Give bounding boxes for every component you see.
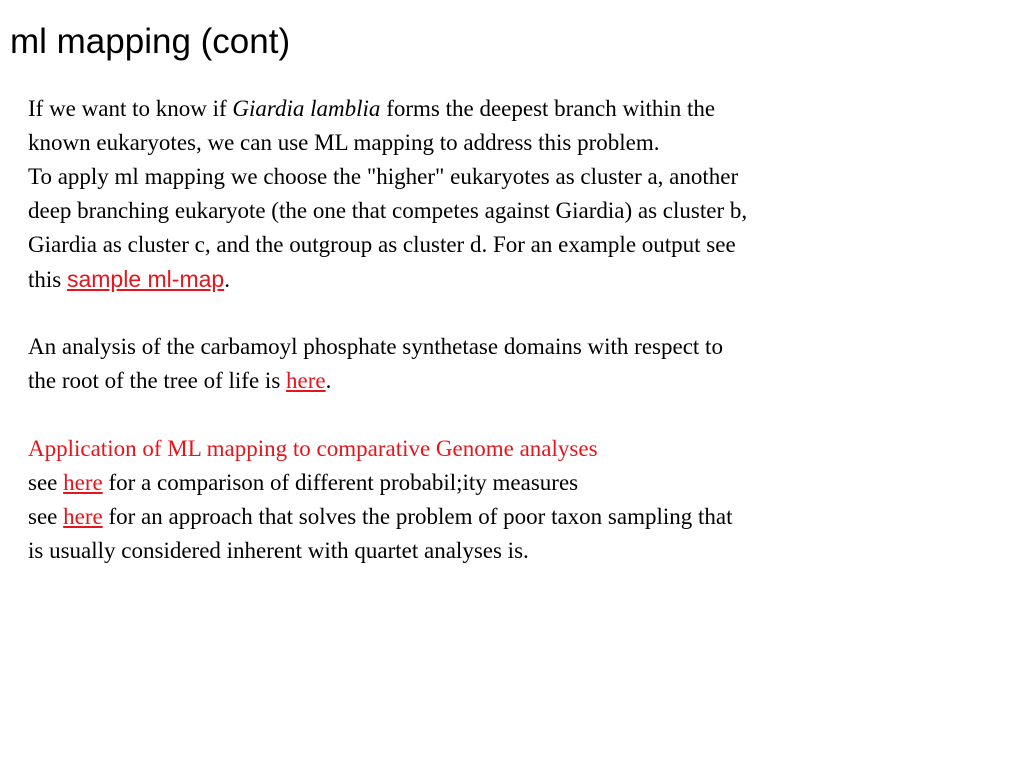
paragraph-1-line-1 [28,92,988,126]
paragraph-3-line-2 [28,500,988,534]
paragraph-3-line-1 [28,466,988,500]
paragraph-1-line-5: Giardia as cluster c, and the outgroup as cluster d. For an example output see [28,232,736,257]
text-span: this [28,267,67,292]
paragraph-2-line-1: An analysis of the carbamoyl phosphate synthetase domains with respect to [28,334,723,359]
cps-analysis-here-link[interactable]: here [286,368,326,393]
sample-ml-map-link[interactable]: sample ml-map [66,266,225,292]
species-name: Giardia lamblia [232,96,381,121]
text-span: see [28,470,64,495]
paragraph-2-line-2 [28,364,988,398]
text-span: . [325,368,332,393]
slide-title: ml mapping (cont) [10,22,291,61]
paragraph-3-line-3: is usually considered inherent with quartet analyses is. [28,538,529,563]
text-span: If we want to know if [28,96,233,121]
slide-body [28,92,988,568]
text-span: . [224,267,230,292]
paragraph-1-line-2: known eukaryotes, we can use ML mapping to address this problem. [28,130,660,155]
taxon-sampling-here-link[interactable]: here [63,504,103,529]
text-span: for a comparison of different probabil;ity measures [102,470,579,495]
probability-measures-here-link[interactable]: here [63,470,103,495]
text-span: forms the deepest branch within the [380,96,716,121]
text-span: see [28,504,64,529]
paragraph-1-line-6 [28,262,988,296]
text-span: for an approach that solves the problem of poor taxon sampling that [102,504,733,529]
text-span: the root of the tree of life is [28,368,287,393]
paragraph-spacer [28,398,988,432]
paragraph-1-line-3: To apply ml mapping we choose the "higher" eukaryotes as cluster a, another [28,164,739,189]
paragraph-1-line-4: deep branching eukaryote (the one that competes against Giardia) as cluster b, [28,198,748,223]
paragraph-spacer [28,296,988,330]
genome-analyses-heading: Application of ML mapping to comparative Genome analyses [28,436,598,461]
